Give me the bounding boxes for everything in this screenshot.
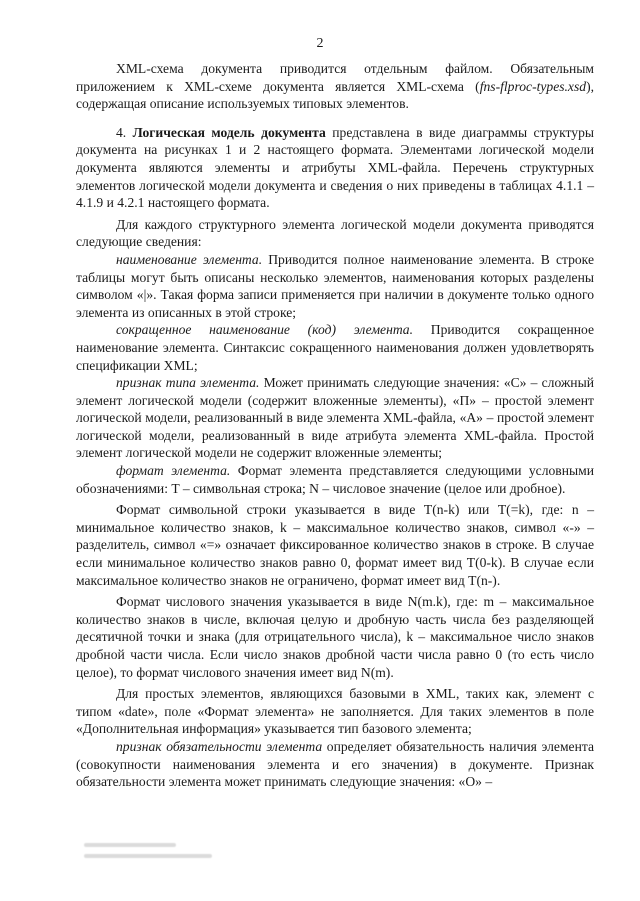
text-run: Приводится полное наименование элемента. В строке таблицы могут быть описаны несколько элементов, наименования которых разделены символом «|». Такая форма записи применяется при наличии в документе только одного элемента из описанных в этой строке; — [76, 251, 594, 320]
paragraph-xml-schema — [76, 60, 594, 113]
paragraph-base-types — [76, 685, 594, 738]
section-heading-bold: Логическая модель документа — [132, 124, 326, 140]
text-run: ), содержащая описание используемых типовых элементов. — [76, 78, 594, 112]
paragraph-element-name — [76, 251, 594, 321]
text-run: Для простых элементов, являющихся базовыми в XML, таких как, элемент с типом «date», поле «Формат элемента» не заполняется. Для таких элементов в поле «Дополнительная информация» указывается тип базового элемента; — [76, 686, 594, 737]
paragraph-number-format — [76, 593, 594, 681]
stamp-line — [84, 854, 212, 858]
text-run: Приводится сокращенное наименование элемента. Синтаксис сокращенного наименования должен удовлетворять спецификации XML; — [76, 322, 595, 373]
faint-stamp — [84, 843, 214, 867]
text-run: представлена в виде диаграммы структуры документа на рисунках 1 и 2 настоящего формата. Элементами логической модели документа являются элементы и атрибуты XML-файла. Перечень структурных элементов логической модели документа и сведения о них приведены в таблицах 4.1.1 – 4.1.9 и 4.2.1 настоящего формата. — [76, 124, 595, 211]
term-italic: формат элемента. — [116, 463, 231, 479]
text-run: Формат числового значения указывается в виде N(m.k), где: m – максимальное количество знаков в числе, включая целую и дробную часть числа без разделяющей десятичной точки и знака (для отрицательного числа), k – максимальное число знаков дробной части числа. Если число знаков дробной части числа равно 0 (то есть число целое), то формат числового значения имеет вид N(m). — [76, 594, 594, 680]
stamp-line — [84, 843, 176, 847]
paragraph-element-info-intro — [76, 216, 594, 251]
term-italic: признак обязательности элемента — [116, 738, 323, 754]
file-name-italic: fns-flproc-types.xsd — [479, 78, 587, 94]
text-run: Может принимать следующие значения: «С» – сложный элемент логической модели (содержит вложенные элементы), «П» – простой элемент логической модели, реализованный в виде элемента XML-файла, «А» – простой элемент логической модели, реализованный в виде атрибута элемента XML-файла. Простой элемент логической модели не содержит вложенные элементы; — [76, 375, 594, 461]
paragraph-element-type — [76, 374, 594, 462]
paragraph-string-format — [76, 501, 594, 589]
paragraph-logical-model — [76, 124, 594, 212]
item-number: 4. — [116, 124, 133, 140]
term-italic: сокращенное наименование (код) элемента. — [116, 322, 414, 338]
text-run: Формат элемента представляется следующими условными обозначениями: T – символьная строка; N – числовое значение (целое или дробное). — [76, 463, 595, 496]
text-run: Формат символьной строки указывается в виде T(n-k) или T(=k), где: n – минимальное количество знаков, k – максимальное количество знаков, символ «-» – разделитель, символ «=» означает фиксированное количество знаков в строке. В случае если минимальное количество знаков равно 0, формат имеет вид T(0-k). В случае если максимальное количество знаков не ограничено, формат имеет вид T(n-). — [76, 502, 594, 588]
paragraph-short-name — [76, 321, 594, 374]
term-italic: признак типа элемента. — [116, 375, 260, 391]
term-italic: наименование элемента. — [116, 251, 263, 267]
text-run: определяет обязательность наличия элемента (совокупности наименования элемента и его значения) в документе. Признак обязательности элемента может принимать следующие значения: «О» – — [76, 738, 594, 790]
paragraph-element-format — [76, 462, 594, 497]
text-run: XML-схема документа приводится отдельным файлом. Обязательным приложением к XML-схеме документа является XML-схема ( — [76, 61, 594, 94]
document-text — [76, 60, 594, 791]
paragraph-mandatory-flag — [76, 738, 594, 791]
text-run: Для каждого структурного элемента логической модели документа приводятся следующие сведения: — [76, 216, 594, 250]
page-number: 2 — [316, 36, 324, 51]
